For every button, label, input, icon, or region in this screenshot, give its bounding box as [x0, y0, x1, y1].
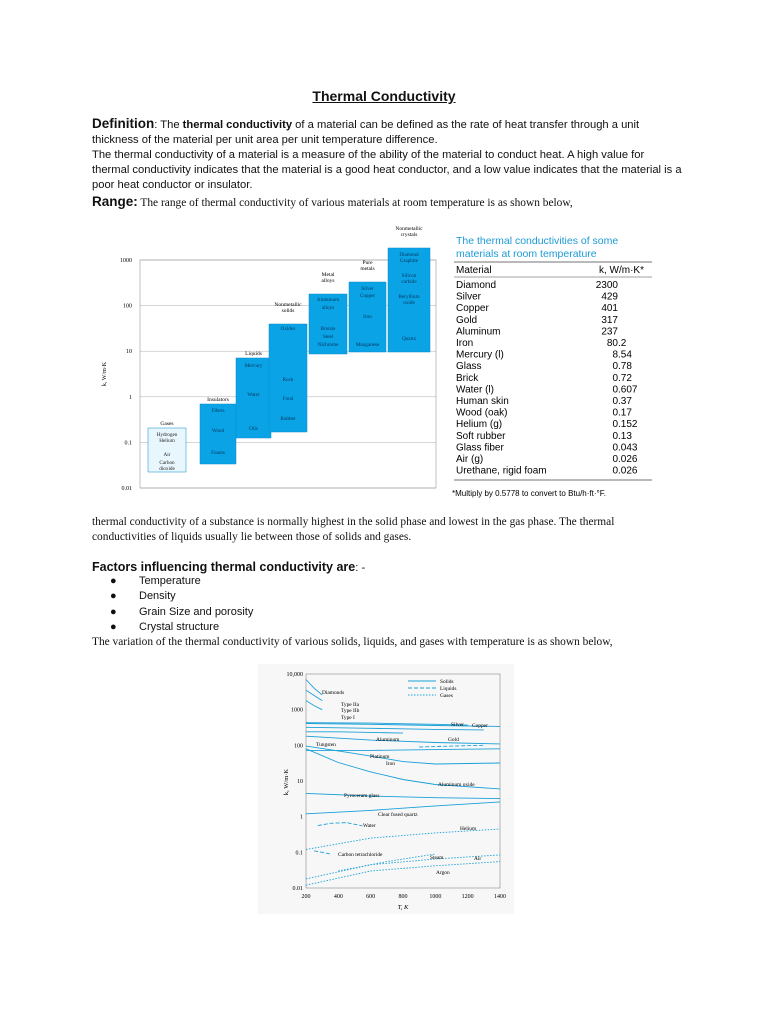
legend-label: Solids — [440, 679, 454, 685]
chart-series-label: Type IIb — [341, 708, 360, 714]
table-cell-k-frac: .607 — [618, 384, 638, 396]
range-bar-header: crystals — [400, 232, 418, 238]
table-cell-k-int: 317 — [601, 314, 618, 326]
range-bar-item: Mercury — [244, 363, 263, 369]
range-chart-ylabel: k, W/m·K — [102, 361, 108, 387]
range-bar-item: Bronze — [320, 326, 336, 332]
definition-lead: Definition — [92, 116, 155, 131]
range-bar-header: alloys — [321, 278, 335, 284]
table-cell-material: Aluminum — [456, 326, 501, 338]
chart-series-label: Silver — [451, 722, 464, 728]
range-bar-header: Gases — [160, 421, 174, 427]
table-cell-k-frac: .026 — [618, 465, 638, 477]
table-cell-k-frac: .37 — [618, 396, 632, 407]
chart-xtick-label: 200 — [301, 894, 311, 900]
list-item: ● Crystal structure — [110, 621, 220, 634]
table-cell-k-frac: .13 — [618, 430, 632, 442]
range-bar-item: Diamond — [399, 252, 419, 258]
table-cell-k-frac: .152 — [618, 419, 638, 431]
page-title: Thermal Conductivity — [312, 88, 456, 104]
table-cell-k-frac: .17 — [618, 407, 632, 419]
range-bar-item: Aluminum — [316, 297, 340, 303]
table-cell-k-int: 8 — [612, 349, 618, 361]
table-cell-material: Soft rubber — [456, 430, 506, 442]
table-footnote: *Multiply by 0.5778 to convert to Btu/h·ft·°F. — [452, 489, 606, 498]
table-cell-k-int: 0 — [612, 454, 618, 465]
range-ytick-label: 100 — [123, 303, 132, 310]
table-cell-k-int: 0 — [612, 465, 618, 477]
table-cell-material: Urethane, rigid foam — [456, 465, 547, 477]
table-cell-k-int: 237 — [601, 326, 618, 338]
chart-series-label: Water — [363, 823, 376, 829]
range-bar-item: Quartz — [401, 336, 417, 342]
temperature-chart — [258, 664, 514, 914]
chart-series-label: Platinum — [370, 754, 390, 760]
range-ytick-label: 1 — [129, 394, 132, 401]
chart-xtick-label: 1000 — [429, 894, 442, 900]
table-cell-k-int: 80 — [606, 338, 618, 349]
table-cell-k-int: 0 — [612, 372, 618, 384]
range-lead: Range: — [92, 194, 138, 209]
table-cell-material: Iron — [456, 338, 474, 349]
range-bar-item: Copper — [359, 293, 376, 299]
range-bar-item: Manganese — [355, 342, 380, 348]
chart-series-label: Pyroceram glass — [344, 793, 380, 799]
table-cell-k-int: 0 — [612, 361, 618, 373]
range-ytick-label: 0.1 — [124, 440, 132, 447]
range-bar-item: Carbon — [159, 460, 175, 466]
chart-series-label: Gold — [448, 737, 459, 743]
table-cell-material: Glass — [456, 361, 482, 373]
chart-xlabel: T, K — [397, 904, 409, 911]
factors-heading: Factors influencing thermal conductivity are: - — [92, 560, 366, 574]
chart-ytick-label: 10,000 — [286, 672, 303, 678]
table-cell-material: Copper — [456, 303, 489, 315]
table-cell-k-frac: .026 — [618, 454, 638, 465]
table-cell-material: Air (g) — [456, 454, 484, 465]
table-caption-line2: materials at room temperature — [456, 248, 597, 260]
table-caption-line1: The thermal conductivities of some — [456, 235, 619, 247]
range-bar-item: Oils — [249, 426, 258, 432]
table-cell-material: Wood (oak) — [456, 407, 508, 419]
chart-ylabel: k, W/m·K — [283, 768, 290, 796]
factors-list — [110, 574, 253, 636]
table-cell-k-int: 429 — [601, 291, 618, 303]
chart-ytick-label: 0.01 — [292, 886, 303, 892]
list-item: ● Grain Size and porosity — [110, 605, 254, 618]
range-bar-item: Iron — [363, 314, 372, 320]
chart-series-label: Copper — [472, 723, 488, 729]
range-bar-item: Food — [282, 396, 294, 402]
conductivity-table — [448, 232, 658, 500]
chart-ytick-label: 1 — [300, 814, 303, 821]
range-bar-item: Water — [247, 392, 260, 398]
table-cell-material: Gold — [456, 314, 478, 326]
chart-xtick-label: 600 — [366, 894, 376, 900]
range-bar-header: Liquids — [245, 351, 262, 357]
chart-ytick-label: 1000 — [291, 707, 303, 714]
range-paragraph: Range: The range of thermal conductivity of various materials at room temperature is as shown below, — [92, 194, 573, 209]
range-bar-header: solids — [281, 308, 295, 314]
range-bar-item: Steel — [322, 334, 334, 340]
range-bar-item: Hydrogen — [156, 432, 178, 438]
range-ytick-label: 0.01 — [121, 486, 132, 492]
chart-background — [258, 664, 514, 914]
range-bar-item: Nichrome — [317, 342, 339, 348]
chart-series-label: Iron — [386, 761, 395, 767]
range-bar-header: Metal — [321, 272, 335, 278]
chart-xtick-label: 400 — [333, 894, 343, 900]
chart-series-label: Tungsten — [316, 742, 336, 748]
chart-series-label: Aluminum — [376, 737, 400, 743]
definition-paragraph-2: The thermal conductivity of a material is a measure of the ability of the material to conduct heat. A high value for thermal conductivity indicates that the material is a good heat conductor, and a low value indicates that the material is a poor heat conductor or insulator. — [92, 149, 682, 192]
range-bar-item: oxide — [403, 300, 415, 306]
range-bar-item: Foams — [211, 450, 225, 456]
chart-series-label: Clear fused quartz — [378, 812, 418, 818]
range-bar-header: Nonmetallic — [395, 226, 423, 232]
chart-series-label: Air — [474, 856, 482, 862]
table-cell-k-int: 0 — [612, 442, 618, 454]
range-chart — [92, 224, 442, 500]
list-item: ● Temperature — [110, 575, 201, 587]
list-item: ● Density — [110, 590, 176, 603]
chart-series-label: Argon — [436, 870, 450, 876]
range-bar-item: Air — [163, 452, 171, 458]
legend-label: Gases — [440, 693, 453, 699]
chart-series-label: Steam — [430, 855, 444, 861]
chart-ytick-label: 0.1 — [295, 850, 303, 857]
definition-paragraph: Definition: The thermal conductivity of a material can be defined as the rate of heat transfer through a unit thickness of the material per unit area per unit temperature difference. — [92, 116, 640, 147]
table-cell-k-frac: .78 — [618, 361, 632, 373]
variation-paragraph: The variation of the thermal conductivity of various solids, liquids, and gases with temperature is as shown below, — [92, 636, 613, 648]
range-bar-header: Pure — [362, 260, 373, 266]
chart-ytick-label: 100 — [294, 743, 303, 750]
table-cell-material: Brick — [456, 372, 479, 384]
table-cell-k-int: 0 — [612, 407, 618, 419]
chart-series-label: Diamonds — [322, 690, 345, 696]
phase-paragraph: thermal conductivity of a substance is normally highest in the solid phase and lowest in the gas phase. The thermal conductivities of liquids usually lie between those of solids and gases. — [92, 516, 615, 544]
table-cell-material: Human skin — [456, 396, 509, 407]
table-cell-k-int: 0 — [612, 396, 618, 407]
table-cell-material: Glass fiber — [456, 442, 504, 454]
table-cell-k-frac: .54 — [618, 349, 632, 361]
chart-series-label: Type IIa — [341, 702, 360, 708]
table-cell-material: Diamond — [456, 280, 497, 291]
range-ytick-label: 1000 — [120, 258, 132, 264]
chart-ytick-label: 10 — [297, 779, 303, 785]
chart-series-label: Type I — [341, 715, 355, 721]
range-bar-item: Helium — [159, 438, 175, 444]
range-bar-item: Silicon — [401, 273, 417, 279]
chart-xtick-label: 1200 — [461, 894, 474, 900]
range-bar-item: carbide — [401, 279, 417, 285]
table-cell-material: Helium (g) — [456, 419, 503, 431]
table-cell-k-int: 0 — [612, 430, 618, 442]
range-bar-item: dioxide — [159, 466, 175, 472]
range-bar-item: Wood — [211, 428, 225, 434]
table-cell-k-int: 2300 — [595, 280, 618, 291]
table-col-k: k, W/m·K* — [599, 265, 644, 276]
chart-xtick-label: 800 — [398, 894, 408, 900]
definition-term: thermal conductivity — [182, 119, 293, 131]
table-cell-k-int: 0 — [612, 419, 618, 431]
chart-xtick-label: 1400 — [494, 894, 506, 900]
range-bar-item: Graphite — [399, 258, 419, 264]
range-bar-item: Silver — [361, 286, 374, 292]
range-bar-item: Oxides — [280, 326, 296, 332]
table-cell-material: Mercury (l) — [456, 349, 504, 361]
range-bar-item: Rubber — [280, 416, 296, 422]
table-cell-k-frac: .2 — [618, 338, 627, 349]
table-cell-k-int: 401 — [601, 303, 618, 315]
chart-series-label: Aluminum oxide — [438, 782, 475, 788]
range-bar-header: Nonmetallic — [274, 302, 302, 308]
table-cell-k-frac: .72 — [618, 372, 632, 384]
range-bar-item: Beryllium — [398, 294, 420, 300]
table-cell-k-frac: .043 — [618, 442, 638, 454]
range-bar-item: alloys — [321, 305, 335, 311]
legend-label: Liquids — [440, 686, 457, 692]
chart-series-label: Carbon tetrachloride — [338, 852, 383, 858]
table-col-material: Material — [456, 265, 492, 276]
chart-series-label: Helium — [460, 826, 477, 832]
range-bar-item: Fibers — [211, 408, 225, 414]
table-cell-material: Water (l) — [456, 384, 494, 396]
table-cell-k-int: 0 — [612, 384, 618, 396]
range-bar-item: Rock — [282, 377, 294, 383]
table-cell-material: Silver — [456, 291, 482, 303]
range-ytick-label: 10 — [126, 349, 132, 356]
range-bar-header: Insulators — [207, 397, 229, 403]
range-bar-header: metals — [360, 266, 375, 272]
